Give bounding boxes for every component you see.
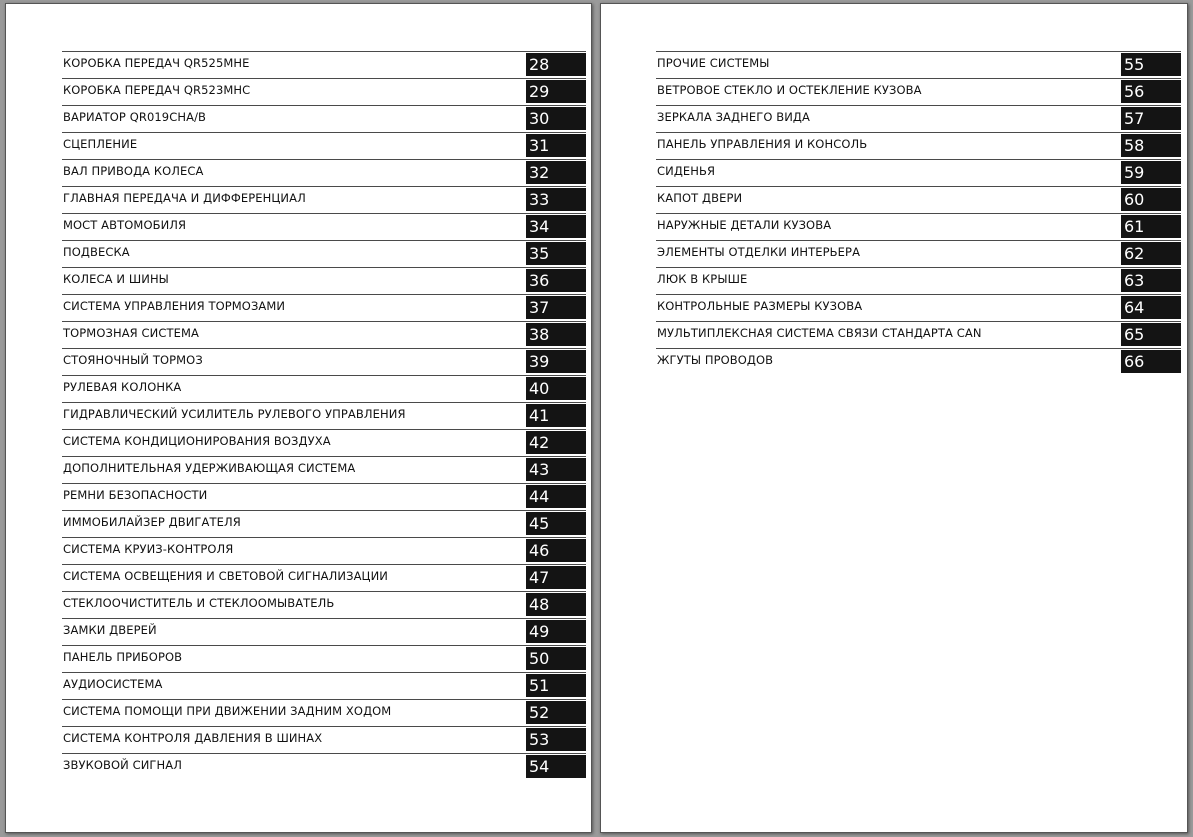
toc-entry-page-number: 60 (1121, 188, 1181, 211)
toc-entry-title: ВАРИАТОР QR019CHA/B (63, 110, 207, 124)
toc-entry-title: ВЕТРОВОЕ СТЕКЛО И ОСТЕКЛЕНИЕ КУЗОВА (657, 83, 922, 97)
toc-list-left (62, 51, 586, 780)
toc-entry-title: КАПОТ ДВЕРИ (657, 191, 743, 205)
toc-entry[interactable] (656, 213, 1181, 240)
toc-entry-title: СИСТЕМА КОНТРОЛЯ ДАВЛЕНИЯ В ШИНАХ (63, 731, 323, 745)
toc-entry[interactable] (62, 105, 586, 132)
toc-entry[interactable] (656, 105, 1181, 132)
toc-entry-title: РУЛЕВАЯ КОЛОНКА (63, 380, 182, 394)
toc-entry-page-number: 37 (526, 296, 586, 319)
toc-entry[interactable] (62, 645, 586, 672)
toc-entry[interactable] (62, 240, 586, 267)
toc-entry-title: СИСТЕМА ПОМОЩИ ПРИ ДВИЖЕНИИ ЗАДНИМ ХОДОМ (63, 704, 392, 718)
toc-entry-page-number: 63 (1121, 269, 1181, 292)
toc-entry-title: АУДИОСИСТЕМА (63, 677, 163, 691)
toc-entry-page-number: 30 (526, 107, 586, 130)
toc-entry-title: ДОПОЛНИТЕЛЬНАЯ УДЕРЖИВАЮЩАЯ СИСТЕМА (63, 461, 356, 475)
toc-list-right (656, 51, 1181, 375)
toc-entry[interactable] (62, 348, 586, 375)
toc-entry-title: СИДЕНЬЯ (657, 164, 716, 178)
toc-entry-title: ПАНЕЛЬ УПРАВЛЕНИЯ И КОНСОЛЬ (657, 137, 868, 151)
toc-entry[interactable] (62, 375, 586, 402)
toc-entry-title: ЛЮК В КРЫШЕ (657, 272, 748, 286)
toc-entry[interactable] (62, 78, 586, 105)
toc-entry[interactable] (656, 159, 1181, 186)
toc-entry-title: СТЕКЛООЧИСТИТЕЛЬ И СТЕКЛООМЫВАТЕЛЬ (63, 596, 335, 610)
toc-entry-title: ЗВУКОВОЙ СИГНАЛ (63, 758, 182, 772)
toc-entry[interactable] (62, 51, 586, 78)
toc-entry-page-number: 65 (1121, 323, 1181, 346)
toc-entry-page-number: 43 (526, 458, 586, 481)
toc-entry-page-number: 45 (526, 512, 586, 535)
toc-entry-page-number: 42 (526, 431, 586, 454)
toc-entry-title: КОНТРОЛЬНЫЕ РАЗМЕРЫ КУЗОВА (657, 299, 863, 313)
toc-entry[interactable] (62, 537, 586, 564)
toc-entry[interactable] (62, 699, 586, 726)
toc-entry-title: ЗЕРКАЛА ЗАДНЕГО ВИДА (657, 110, 810, 124)
toc-entry-title: СИСТЕМА КРУИЗ-КОНТРОЛЯ (63, 542, 234, 556)
toc-entry-page-number: 64 (1121, 296, 1181, 319)
toc-entry[interactable] (62, 132, 586, 159)
toc-entry-page-number: 39 (526, 350, 586, 373)
toc-entry-title: МОСТ АВТОМОБИЛЯ (63, 218, 187, 232)
toc-entry[interactable] (656, 240, 1181, 267)
toc-entry-page-number: 31 (526, 134, 586, 157)
toc-entry[interactable] (656, 132, 1181, 159)
toc-entry[interactable] (62, 321, 586, 348)
toc-entry-title: ЗАМКИ ДВЕРЕЙ (63, 623, 157, 637)
left-page (5, 3, 592, 833)
toc-entry-page-number: 32 (526, 161, 586, 184)
toc-entry[interactable] (62, 726, 586, 753)
toc-entry-page-number: 59 (1121, 161, 1181, 184)
toc-entry-title: ЭЛЕМЕНТЫ ОТДЕЛКИ ИНТЕРЬЕРА (657, 245, 861, 259)
toc-entry[interactable] (62, 213, 586, 240)
right-page (600, 3, 1188, 833)
toc-entry-page-number: 47 (526, 566, 586, 589)
toc-entry[interactable] (62, 267, 586, 294)
toc-entry[interactable] (656, 348, 1181, 375)
toc-entry-page-number: 61 (1121, 215, 1181, 238)
toc-entry-title: РЕМНИ БЕЗОПАСНОСТИ (63, 488, 208, 502)
toc-entry[interactable] (62, 159, 586, 186)
toc-entry-page-number: 55 (1121, 53, 1181, 76)
toc-entry-page-number: 33 (526, 188, 586, 211)
toc-entry-page-number: 52 (526, 701, 586, 724)
toc-entry[interactable] (62, 483, 586, 510)
toc-entry[interactable] (656, 294, 1181, 321)
toc-entry-title: СТОЯНОЧНЫЙ ТОРМОЗ (63, 353, 203, 367)
toc-entry-page-number: 46 (526, 539, 586, 562)
toc-entry-title: МУЛЬТИПЛЕКСНАЯ СИСТЕМА СВЯЗИ СТАНДАРТА CAN (657, 326, 982, 340)
toc-entry-page-number: 66 (1121, 350, 1181, 373)
toc-entry-title: СИСТЕМА УПРАВЛЕНИЯ ТОРМОЗАМИ (63, 299, 286, 313)
toc-entry[interactable] (656, 321, 1181, 348)
toc-entry[interactable] (656, 78, 1181, 105)
toc-entry-title: КОРОБКА ПЕРЕДАЧ QR525MHE (63, 56, 250, 70)
toc-entry-page-number: 28 (526, 53, 586, 76)
toc-entry-title: ЖГУТЫ ПРОВОДОВ (657, 353, 774, 367)
toc-entry[interactable] (62, 672, 586, 699)
toc-entry[interactable] (656, 267, 1181, 294)
toc-entry-page-number: 35 (526, 242, 586, 265)
toc-entry[interactable] (656, 186, 1181, 213)
toc-entry-title: ПРОЧИЕ СИСТЕМЫ (657, 56, 770, 70)
toc-entry[interactable] (62, 564, 586, 591)
toc-entry[interactable] (62, 753, 586, 780)
toc-entry-page-number: 29 (526, 80, 586, 103)
toc-entry-title: КОЛЕСА И ШИНЫ (63, 272, 169, 286)
toc-entry-page-number: 62 (1121, 242, 1181, 265)
toc-entry-page-number: 38 (526, 323, 586, 346)
toc-entry-page-number: 58 (1121, 134, 1181, 157)
toc-entry-page-number: 49 (526, 620, 586, 643)
toc-entry-title: КОРОБКА ПЕРЕДАЧ QR523MHC (63, 83, 251, 97)
toc-entry-title: НАРУЖНЫЕ ДЕТАЛИ КУЗОВА (657, 218, 832, 232)
toc-entry-title: ИММОБИЛАЙЗЕР ДВИГАТЕЛЯ (63, 515, 241, 529)
toc-entry[interactable] (62, 402, 586, 429)
toc-entry[interactable] (62, 591, 586, 618)
toc-entry-page-number: 40 (526, 377, 586, 400)
toc-entry-title: ПАНЕЛЬ ПРИБОРОВ (63, 650, 183, 664)
toc-entry[interactable] (62, 618, 586, 645)
toc-entry-page-number: 57 (1121, 107, 1181, 130)
toc-entry-title: ГИДРАВЛИЧЕСКИЙ УСИЛИТЕЛЬ РУЛЕВОГО УПРАВЛЕНИЯ (63, 407, 406, 421)
toc-entry-page-number: 51 (526, 674, 586, 697)
toc-entry[interactable] (62, 456, 586, 483)
toc-entry-page-number: 53 (526, 728, 586, 751)
toc-entry[interactable] (62, 429, 586, 456)
toc-entry-title: СЦЕПЛЕНИЕ (63, 137, 138, 151)
toc-entry[interactable] (656, 51, 1181, 78)
toc-entry-title: ВАЛ ПРИВОДА КОЛЕСА (63, 164, 204, 178)
toc-entry-title: ГЛАВНАЯ ПЕРЕДАЧА И ДИФФЕРЕНЦИАЛ (63, 191, 306, 205)
toc-entry[interactable] (62, 186, 586, 213)
toc-entry-page-number: 56 (1121, 80, 1181, 103)
toc-entry-page-number: 44 (526, 485, 586, 508)
toc-entry-page-number: 48 (526, 593, 586, 616)
toc-entry-title: СИСТЕМА КОНДИЦИОНИРОВАНИЯ ВОЗДУХА (63, 434, 331, 448)
toc-entry-page-number: 50 (526, 647, 586, 670)
toc-entry-page-number: 34 (526, 215, 586, 238)
toc-entry-page-number: 41 (526, 404, 586, 427)
toc-entry[interactable] (62, 294, 586, 321)
toc-entry[interactable] (62, 510, 586, 537)
toc-entry-title: ТОРМОЗНАЯ СИСТЕМА (63, 326, 199, 340)
toc-entry-page-number: 36 (526, 269, 586, 292)
toc-entry-title: СИСТЕМА ОСВЕЩЕНИЯ И СВЕТОВОЙ СИГНАЛИЗАЦИИ (63, 569, 388, 583)
toc-entry-page-number: 54 (526, 755, 586, 778)
toc-entry-title: ПОДВЕСКА (63, 245, 130, 259)
